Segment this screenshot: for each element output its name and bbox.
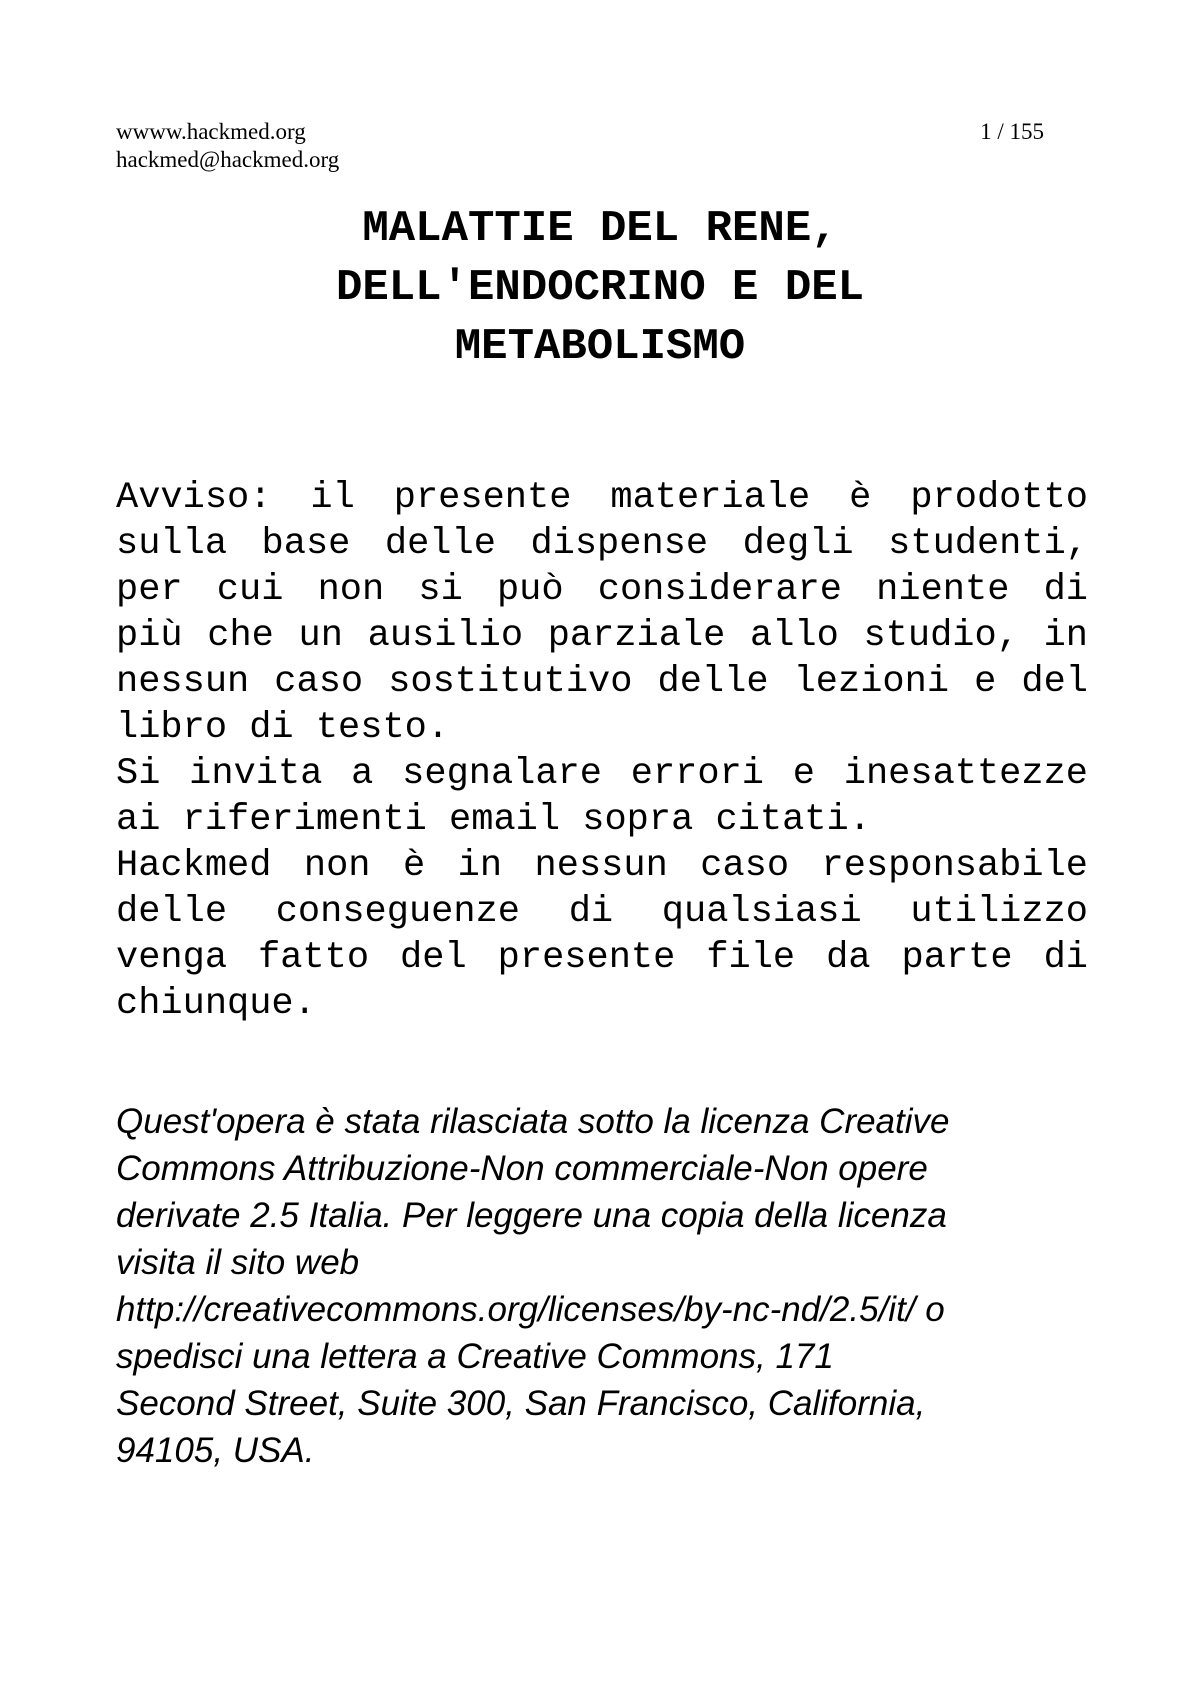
license-url-line: http://creativecommons.org/licenses/by-nc-nd/2.5/it/ o (116, 1290, 945, 1329)
header-website: wwww.hackmed.org (116, 119, 306, 144)
notice-paragraph: Si invita a segnalare errori e inesattezze ai riferimenti email sopra citati. (116, 753, 1088, 841)
license-line: Commons Attribuzione-Non commerciale-Non opere (116, 1149, 928, 1188)
license-line: Quest'opera è stata rilasciata sotto la licenza Creative (116, 1102, 950, 1141)
header-top-line (116, 118, 1044, 146)
notice-paragraph: Hackmed non è in nessun caso responsabile delle conseguenze di qualsiasi utilizzo venga fatto del presente file da parte di chiunque. (116, 845, 1088, 1025)
license-line: visita il sito web (116, 1243, 360, 1282)
license-line: Second Street, Suite 300, San Francisco, California, (116, 1384, 926, 1423)
notice-paragraph: Avviso: il presente materiale è prodotto sulla base delle dispense degli studenti, per cui non si può considerare niente di più che un ausilio parziale allo studio, in nessun caso sostitutivo delle lezioni e del libro di testo. (116, 477, 1088, 749)
document-title (116, 200, 1084, 377)
title-line: MALATTIE DEL RENE, (362, 204, 838, 254)
disclaimer-notice (116, 475, 1088, 1027)
license-line: 94105, USA. (116, 1431, 315, 1470)
header-email: hackmed@hackmed.org (116, 147, 340, 172)
header-bottom-line (116, 146, 1044, 174)
title-line: METABOLISMO (454, 322, 746, 372)
title-line: DELL'ENDOCRINO E DEL (335, 263, 865, 313)
page-header (116, 118, 1044, 174)
license-line: derivate 2.5 Italia. Per leggere una copia della licenza (116, 1196, 947, 1235)
license-statement (116, 1098, 1088, 1474)
license-line: spedisci una lettera a Creative Commons, 171 (116, 1337, 834, 1376)
page-number: 1 / 155 (980, 119, 1044, 144)
